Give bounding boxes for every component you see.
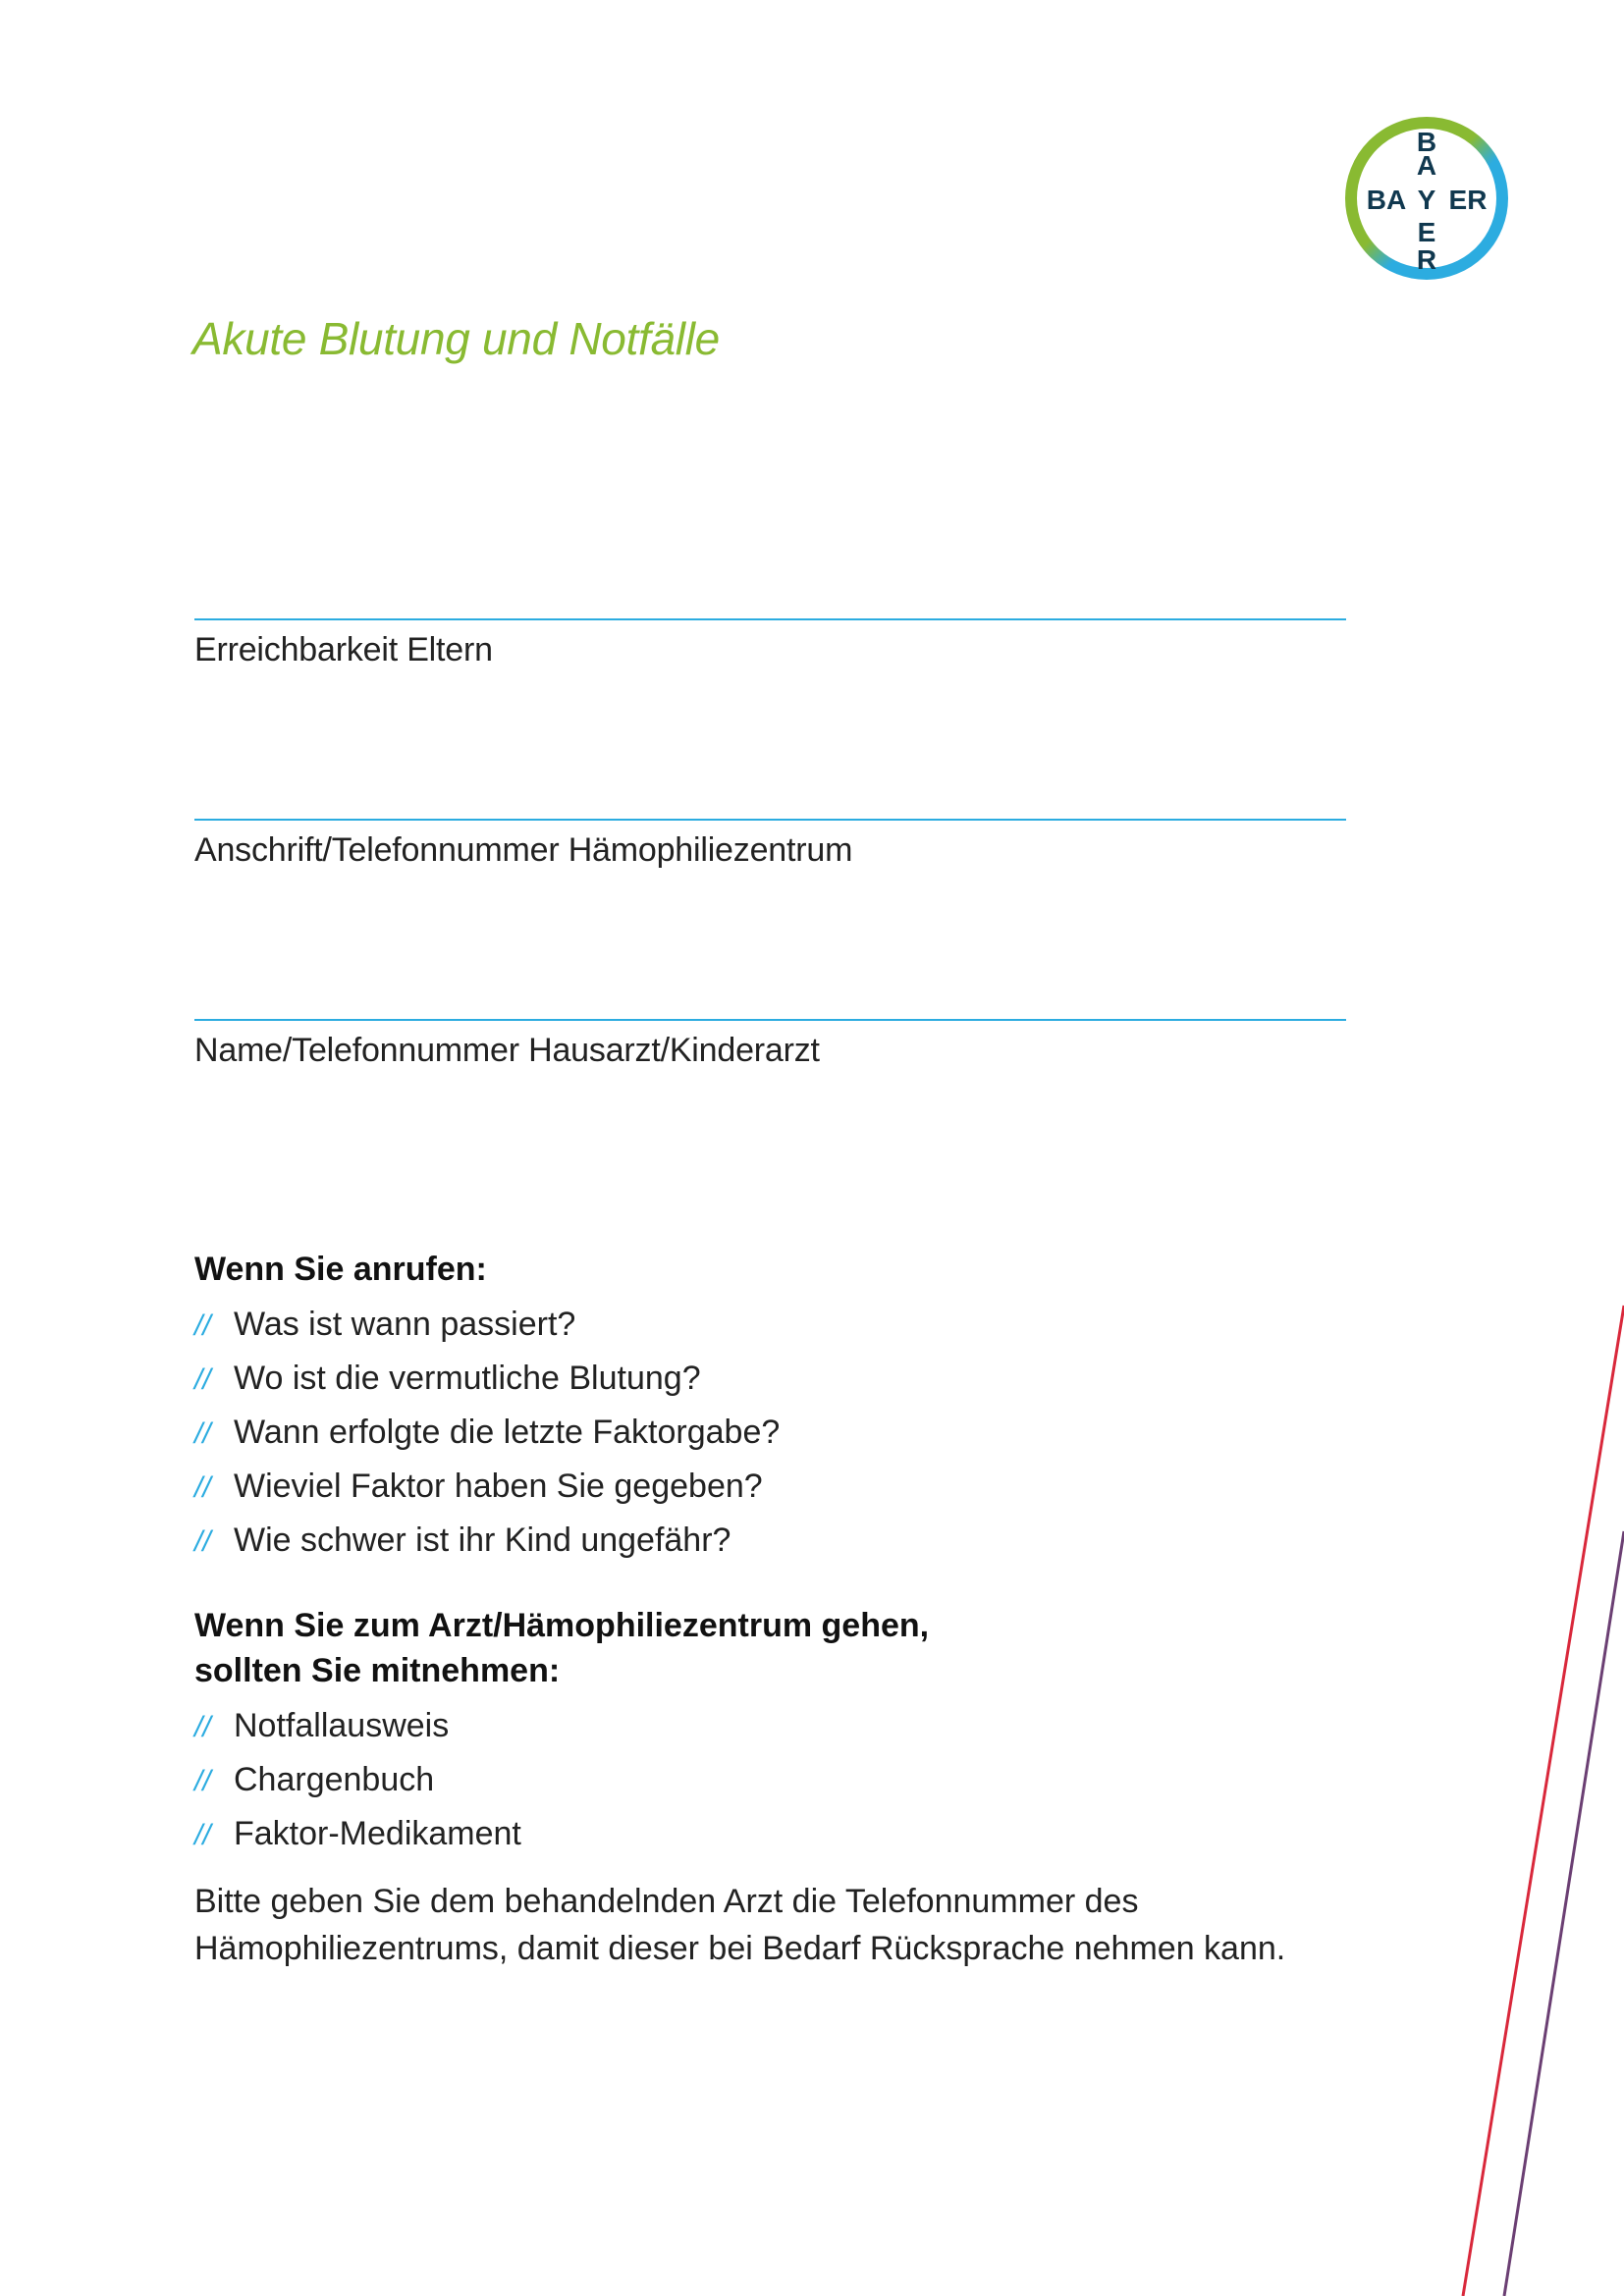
list-item: // Was ist wann passiert? bbox=[194, 1298, 780, 1352]
advice-note: Bitte geben Sie dem behandelnden Arzt die Telefonnummer des Hämophiliezentrums, damit dieser bei Bedarf Rücksprache nehmen kann. bbox=[194, 1883, 1286, 1967]
logo-letter-a: A bbox=[1416, 150, 1437, 181]
list-marker: // bbox=[194, 1711, 211, 1743]
visit-heading: Wenn Sie zum Arzt/Hämophiliezentrum gehen, sollten Sie mitnehmen: bbox=[194, 1607, 930, 1689]
purple-line bbox=[1504, 1531, 1624, 2296]
list-marker: // bbox=[194, 1525, 211, 1558]
red-line bbox=[1463, 1306, 1624, 2296]
list-item: // Chargenbuch bbox=[194, 1753, 521, 1807]
page-title: Akute Blutung und Notfälle bbox=[192, 313, 720, 364]
calling-heading: Wenn Sie anrufen: bbox=[194, 1251, 487, 1288]
field-label: Erreichbarkeit Eltern bbox=[194, 631, 493, 668]
logo-letters-right: ER bbox=[1448, 185, 1488, 215]
list-marker: // bbox=[194, 1309, 211, 1342]
list-marker: // bbox=[194, 1363, 211, 1396]
list-item: // Wo ist die vermutliche Blutung? bbox=[194, 1352, 780, 1406]
list-item: // Wieviel Faktor haben Sie gegeben? bbox=[194, 1460, 780, 1514]
list-marker: // bbox=[194, 1819, 211, 1851]
logo-letter-bottom: R bbox=[1416, 244, 1437, 275]
list-item: // Wann erfolgte die letzte Faktorgabe? bbox=[194, 1406, 780, 1460]
logo-letter-e: E bbox=[1417, 217, 1436, 247]
list-item: // Wie schwer ist ihr Kind ungefähr? bbox=[194, 1514, 780, 1568]
field-label: Anschrift/Telefonnummer Hämophiliezentrum bbox=[194, 831, 853, 869]
list-marker: // bbox=[194, 1471, 211, 1504]
list-item: // Notfallausweis bbox=[194, 1699, 521, 1753]
field-label: Name/Telefonnummer Hausarzt/Kinderarzt bbox=[194, 1032, 820, 1069]
list-marker: // bbox=[194, 1765, 211, 1797]
list-marker: // bbox=[194, 1417, 211, 1450]
logo-letter-center: Y bbox=[1417, 185, 1436, 215]
logo-letter-top: B bbox=[1416, 127, 1437, 157]
list-item: // Faktor-Medikament bbox=[194, 1807, 521, 1861]
logo-letters-left: BA bbox=[1366, 185, 1407, 215]
